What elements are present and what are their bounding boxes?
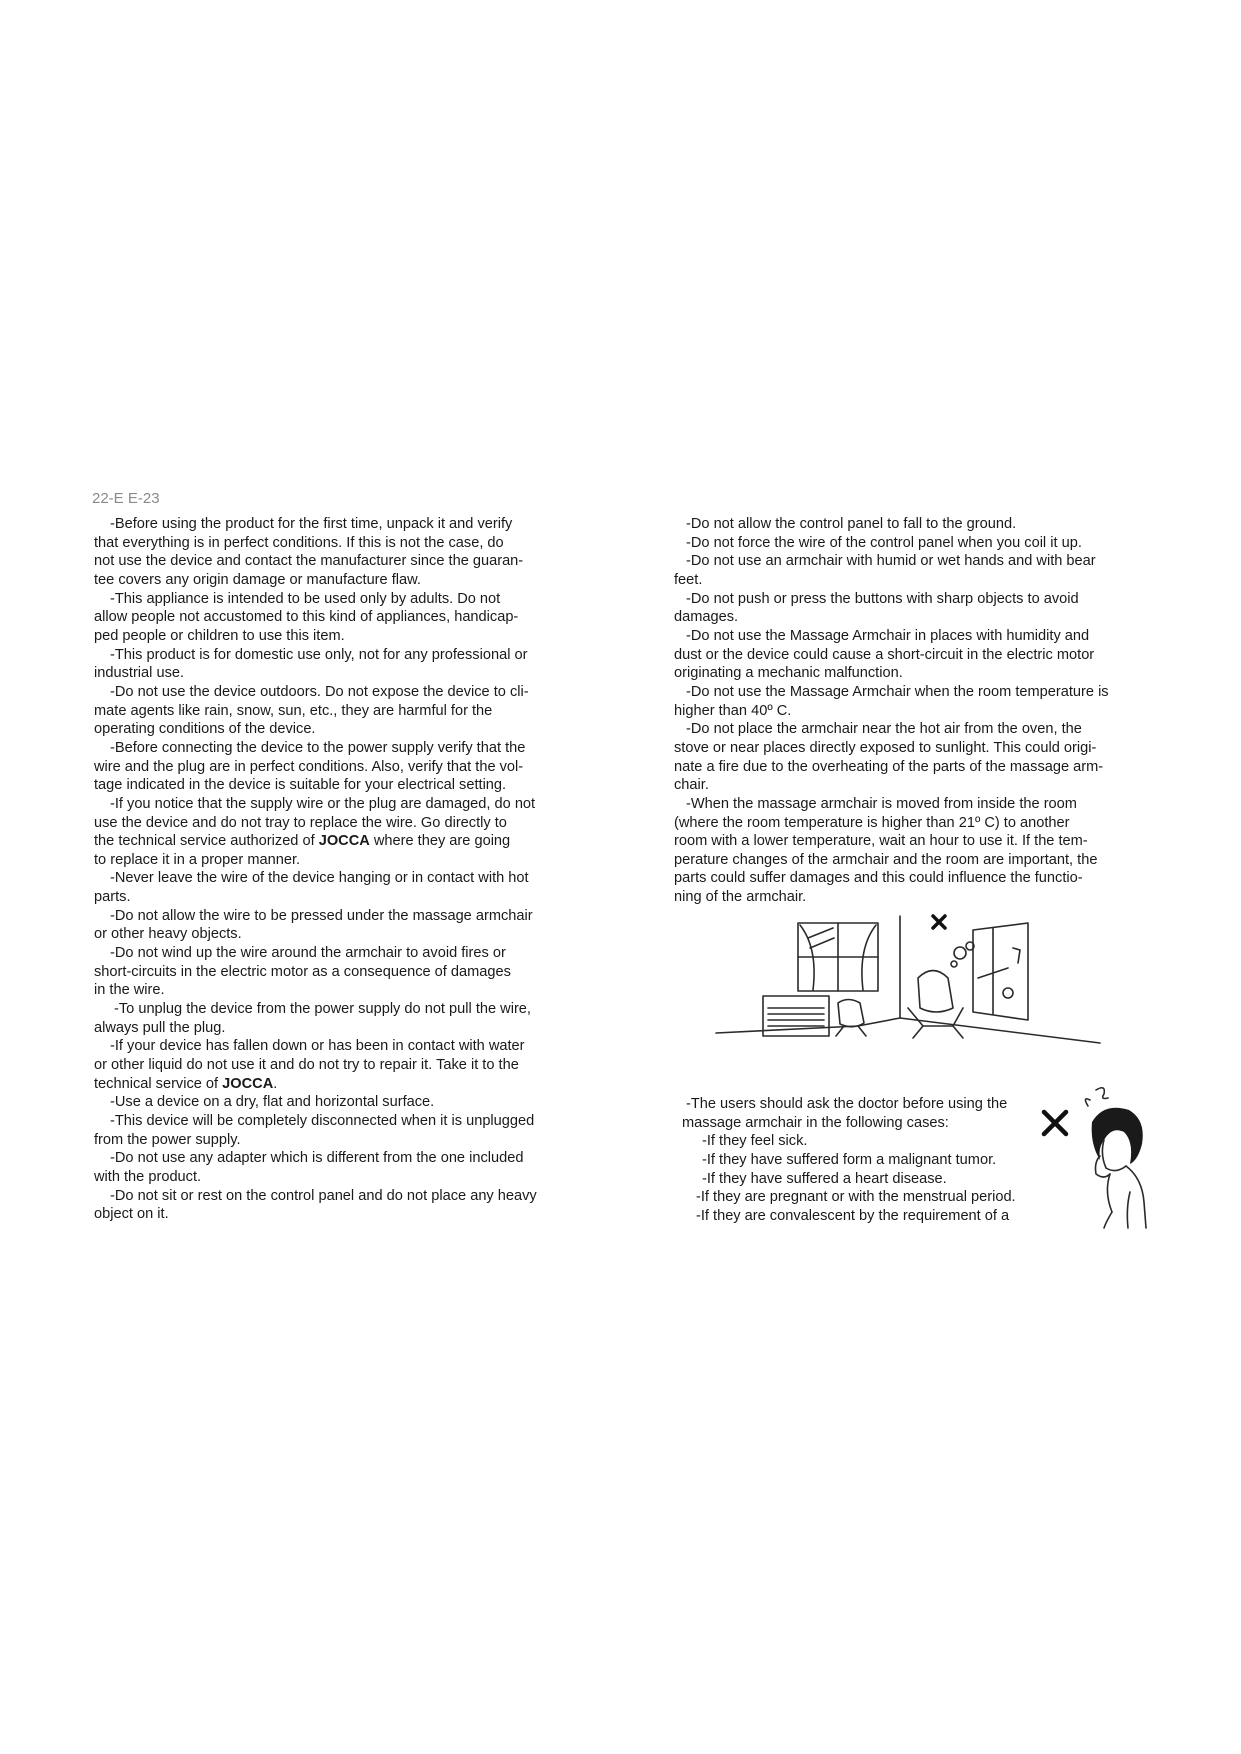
instruction-item (682, 515, 1162, 534)
instruction-item (682, 720, 1162, 739)
text-span: feet. (674, 571, 703, 588)
text-line (94, 832, 588, 851)
text-span: -Do not use any adapter which is different from the one included (110, 1150, 524, 1167)
text-span: the technical service authorized of (94, 833, 319, 850)
text-span: operating conditions of the device. (94, 721, 316, 738)
room-illustration (708, 908, 1108, 1058)
text-span: originating a mechanic malfunction. (674, 665, 903, 682)
doctor-case: -If they feel sick. (702, 1133, 808, 1150)
text-span: chair. (674, 777, 709, 794)
text-span: -When the massage armchair is moved from inside the room (686, 795, 1077, 812)
text-span: mate agents like rain, snow, sun, etc., they are harmful for the (94, 702, 493, 719)
text-span: nate a fire due to the overheating of the parts of the massage arm- (674, 758, 1104, 775)
text-line (94, 720, 588, 739)
instruction-item (102, 515, 588, 534)
text-line (94, 1205, 588, 1224)
text-line (94, 758, 588, 777)
text-span: that everything is in perfect conditions. If this is not the case, do (94, 534, 504, 551)
text-span: or other heavy objects. (94, 926, 242, 943)
text-span: from the power supply. (94, 1131, 241, 1148)
text-span: (where the room temperature is higher than 21º C) to another (674, 814, 1070, 831)
text-line (674, 776, 1162, 795)
instruction-item (682, 683, 1162, 702)
text-line (94, 981, 588, 1000)
text-span: or other liquid do not use it and do not try to repair it. Take it to the (94, 1057, 519, 1074)
text-span: -Never leave the wire of the device hanging or in contact with hot (110, 870, 529, 887)
text-line (674, 739, 1162, 758)
instruction-item (102, 739, 588, 758)
text-line (94, 925, 588, 944)
doctor-case: -If they are convalescent by the requirement of a (696, 1207, 1010, 1224)
text-line (94, 888, 588, 907)
instruction-item (102, 869, 588, 888)
text-line (674, 814, 1162, 833)
text-span: parts. (94, 889, 131, 906)
page-numbers: 22-E E-23 (92, 490, 160, 507)
text-span: industrial use. (94, 665, 185, 682)
instruction-item (102, 1037, 588, 1056)
text-span: -Do not force the wire of the control panel when you coil it up. (686, 534, 1082, 551)
text-span: in the wire. (94, 982, 165, 999)
text-span: -Before connecting the device to the power supply verify that the (110, 739, 526, 756)
text-line (94, 963, 588, 982)
text-line (674, 646, 1162, 665)
text-span: -This device will be completely disconnected when it is unplugged (110, 1113, 535, 1129)
right-column (674, 515, 1162, 907)
text-span: parts could suffer damages and this could influence the functio- (674, 870, 1083, 887)
text-span: object on it. (94, 1206, 169, 1223)
text-span: room with a lower temperature, wait an hour to use it. If the tem- (674, 833, 1088, 850)
text-line (674, 869, 1162, 888)
text-span: ped people or children to use this item. (94, 627, 345, 644)
text-span: -This appliance is intended to be used only by adults. Do not (110, 590, 501, 607)
text-span: -Do not allow the wire to be pressed under the massage armchair (110, 907, 533, 924)
instruction-item (102, 1112, 588, 1131)
text-span: perature changes of the armchair and the room are important, the (674, 851, 1098, 868)
text-span: always pull the plug. (94, 1019, 226, 1036)
text-span: -Do not allow the control panel to fall to the ground. (686, 516, 1017, 532)
text-line (94, 552, 588, 571)
instruction-item (102, 683, 588, 702)
text-span: -Do not use the Massage Armchair in places with humidity and (686, 627, 1090, 644)
doctor-intro-line-2: massage armchair in the following cases: (682, 1114, 949, 1131)
text-line (94, 702, 588, 721)
text-span: not use the device and contact the manufacturer since the guaran- (94, 553, 524, 570)
instruction-item (682, 590, 1162, 609)
text-span: ning of the armchair. (674, 889, 807, 906)
text-line (674, 608, 1162, 627)
text-line (94, 627, 588, 646)
text-line (674, 702, 1162, 721)
text-span: higher than 40º C. (674, 702, 792, 719)
text-line (94, 1056, 588, 1075)
text-span: -Do not use the Massage Armchair when the room temperature is (686, 683, 1109, 700)
brand-name: JOCCA (318, 833, 370, 850)
text-span: to replace it in a proper manner. (94, 851, 301, 868)
text-span: wire and the plug are in perfect conditions. Also, verify that the vol- (94, 758, 524, 775)
text-span: tage indicated in the device is suitable for your electrical setting. (94, 777, 507, 794)
instruction-item (102, 907, 588, 926)
text-line (94, 571, 588, 590)
doctor-intro-line-1: -The users should ask the doctor before using the (686, 1096, 1008, 1112)
text-span: -Do not use an armchair with humid or wet hands and with bear (686, 553, 1096, 570)
text-span: tee covers any origin damage or manufacture flaw. (94, 571, 421, 588)
instruction-item (102, 590, 588, 609)
text-span: stove or near places directly exposed to sunlight. This could origi- (674, 739, 1097, 756)
instruction-item (102, 1149, 588, 1168)
text-span: with the product. (94, 1168, 202, 1185)
text-span: -Before using the product for the first time, unpack it and verify (110, 516, 513, 532)
doctor-case: -If they are pregnant or with the menstrual period. (696, 1189, 1016, 1206)
text-line (674, 758, 1162, 777)
text-span: -Do not wind up the wire around the armchair to avoid fires or (110, 945, 506, 962)
text-span: . (273, 1075, 278, 1092)
text-span: allow people not accustomed to this kind of appliances, handicap- (94, 609, 519, 626)
text-line (674, 851, 1162, 870)
text-span: -If you notice that the supply wire or the plug are damaged, do not (110, 795, 536, 812)
sick-woman-illustration (1034, 1082, 1164, 1230)
text-span: -Use a device on a dry, flat and horizontal surface. (110, 1094, 435, 1111)
instruction-item (102, 1187, 588, 1206)
doctor-case: -If they have suffered a heart disease. (702, 1170, 947, 1187)
text-line (674, 664, 1162, 683)
instruction-item (682, 795, 1162, 814)
text-span: -To unplug the device from the power supply do not pull the wire, (114, 1001, 531, 1018)
text-span: -Do not place the armchair near the hot air from the oven, the (686, 721, 1082, 738)
text-line (94, 664, 588, 683)
text-line (674, 571, 1162, 590)
instruction-item (102, 1093, 588, 1112)
text-span: where they are going (369, 833, 511, 850)
text-line (94, 608, 588, 627)
text-span: short-circuits in the electric motor as a consequence of damages (94, 963, 511, 980)
text-span: damages. (674, 609, 739, 626)
text-line (94, 534, 588, 553)
text-line (674, 888, 1162, 907)
text-line (94, 1168, 588, 1187)
text-span: technical service of (94, 1075, 223, 1092)
text-span: use the device and do not tray to replace the wire. Go directly to (94, 814, 507, 831)
text-line (94, 851, 588, 870)
text-span: -Do not push or press the buttons with sharp objects to avoid (686, 590, 1079, 607)
text-line (94, 1131, 588, 1150)
brand-name: JOCCA (222, 1075, 274, 1092)
text-line (94, 1019, 588, 1038)
text-line (674, 832, 1162, 851)
text-line (94, 814, 588, 833)
instruction-item (682, 534, 1162, 553)
instruction-item (102, 646, 588, 665)
instruction-item (102, 795, 588, 814)
text-span: dust or the device could cause a short-circuit in the electric motor (674, 646, 1095, 663)
instruction-item (102, 1000, 588, 1019)
instruction-item (102, 944, 588, 963)
doctor-case: -If they have suffered form a malignant tumor. (702, 1151, 997, 1168)
left-column (94, 515, 588, 1224)
text-line (94, 1075, 588, 1094)
text-span: -Do not use the device outdoors. Do not expose the device to cli- (110, 683, 529, 700)
instruction-item (682, 552, 1162, 571)
text-span: -If your device has fallen down or has been in contact with water (110, 1038, 525, 1055)
text-span: -This product is for domestic use only, not for any professional or (110, 646, 528, 663)
text-span: -Do not sit or rest on the control panel and do not place any heavy (110, 1187, 537, 1204)
instruction-item (682, 627, 1162, 646)
text-line (94, 776, 588, 795)
